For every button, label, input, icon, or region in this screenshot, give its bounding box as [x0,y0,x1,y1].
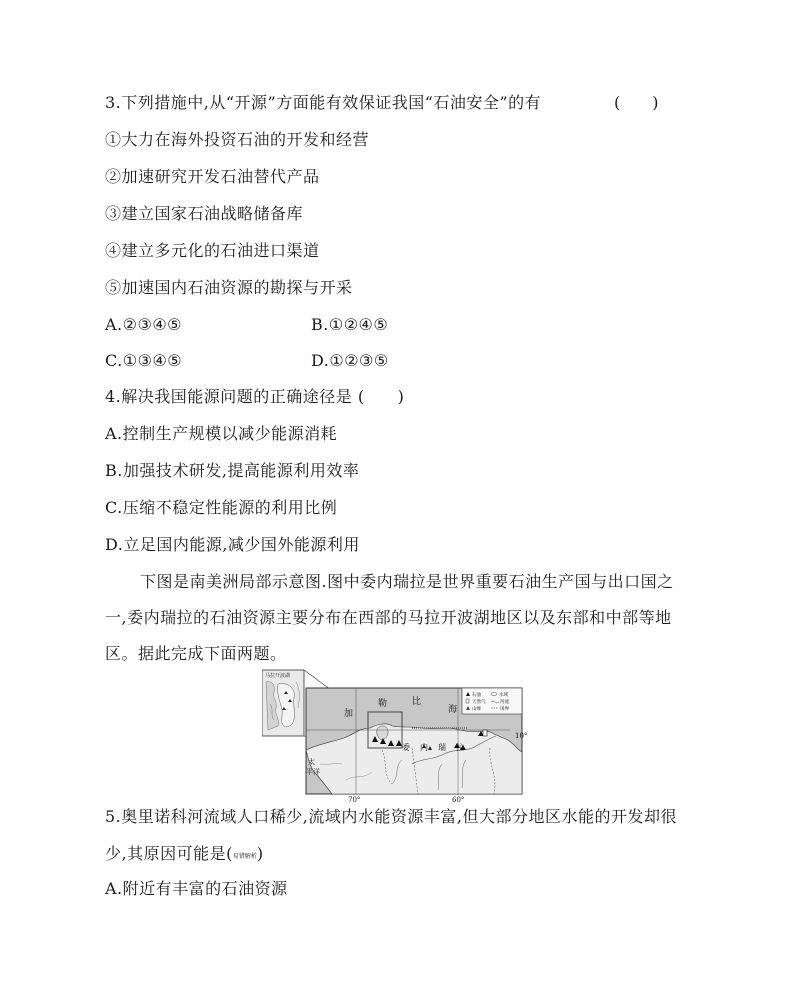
q3-answer-paren: ( ) [614,93,659,112]
q4-option-b: B.加强技术研发,提高能源利用效率 [105,461,360,480]
longitude-label-60: 60° [452,796,465,803]
sea-label-2: 勒 [378,699,388,709]
inset-map [262,670,304,736]
country-label: 委 内 瑞 拉 [402,743,465,752]
intro-line-2: 一,委内瑞拉的石油资源主要分布在西部的马拉开波湖地区以及东部和中部等地 [105,608,672,627]
legend-reservoir: 水域 [499,693,508,698]
south-america-map [262,668,527,803]
q5-stem-text: 少,其原因可能是 [105,844,227,863]
q5-option-a: A.附近有丰富的石油资源 [105,879,288,898]
map-legend [462,688,522,714]
q4-option-a: A.控制生产规模以减少能源消耗 [105,424,338,443]
q5-error-tag: 易错解析 [232,853,257,860]
latitude-label: 10° [515,732,527,740]
q3-option-b: B.①②④⑤ [311,315,389,334]
q5-stem-line-1: 5.奥里诺科河流域人口稀少,流域内水能资源丰富,但大部分地区水能的开发却很 [105,807,677,826]
main-map [306,688,522,794]
sea-label-3: 比 [412,697,422,707]
q4-stem: 4.解决我国能源问题的正确途径是 ( ) [105,387,405,406]
legend-border: 国界 [500,707,509,712]
ocean-label-1: 太 [308,758,315,766]
sea-label-1: 加 [344,709,354,719]
q3-option-a: A.②③④⑤ [105,315,183,334]
intro-line-3: 区。据此完成下面两题。 [105,644,287,663]
legend-gas: 天然气 [472,700,486,705]
ocean-label-2: 平洋 [306,768,320,776]
longitude-label-70: 70° [348,796,361,803]
q3-option-c: C.①③④⑤ [105,351,183,370]
q3-item-5: ⑤加速国内石油资源的勘探与开采 [105,278,353,297]
legend-oil: 石油 [472,693,481,698]
q3-option-d: D.①②③⑤ [311,351,389,370]
inset-title: 马拉开波湖 [265,673,291,679]
q3-stem: 3.下列措施中,从“开源”方面能有效保证我国“石油安全”的有 [105,93,542,112]
q3-item-2: ②加速研究开发石油替代产品 [105,167,320,186]
q5-stem-line-2 [105,843,264,868]
q5-paren-close: ) [256,844,264,863]
q4-option-c: C.压缩不稳定性能源的利用比例 [105,498,338,517]
intro-line-1: 下图是南美洲局部示意图.图中委内瑞拉是世界重要石油生产国与出口国之 [140,572,674,591]
q4-option-d: D.立足国内能源,减少国外能源利用 [105,535,360,554]
sea-label-4: 海 [448,705,458,715]
legend-river: 河流 [500,700,509,705]
q5-paren-open: ( [226,844,233,863]
q3-item-4: ④建立多元化的石油进口渠道 [105,241,320,260]
q3-item-1: ①大力在海外投资石油的开发和经营 [105,130,370,149]
legend-mountain: 山峰 [472,707,481,712]
q3-item-3: ③建立国家石油战略储备库 [105,204,304,223]
